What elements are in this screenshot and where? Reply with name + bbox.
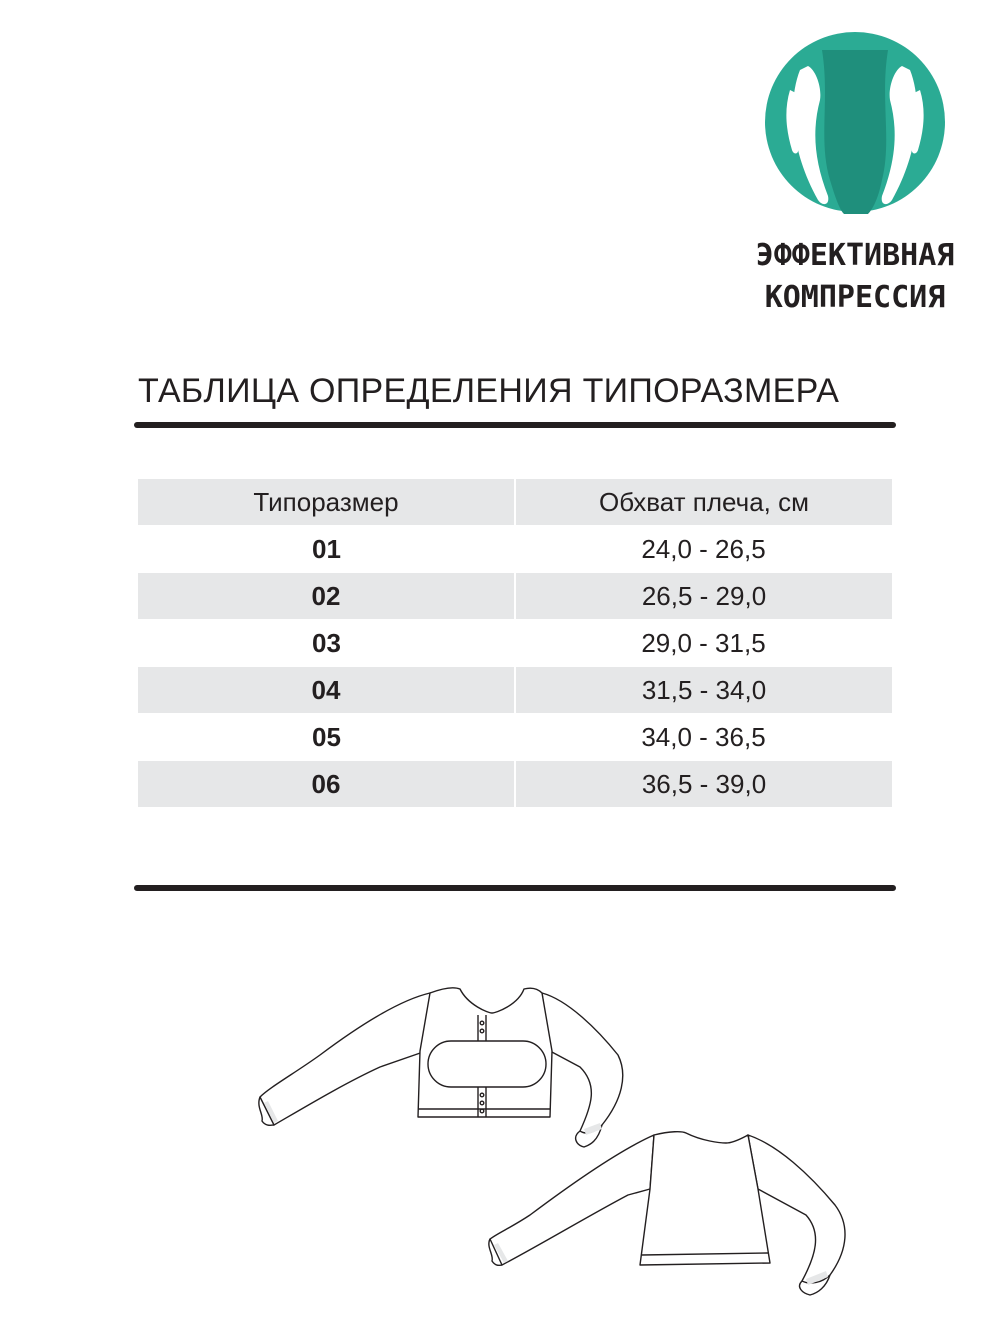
brand-logo bbox=[730, 30, 980, 320]
garment-illustration bbox=[250, 975, 880, 1305]
range-cell: 24,0 - 26,5 bbox=[641, 533, 766, 564]
size-cell: 06 bbox=[138, 761, 514, 807]
logo-line-1: ЭФФЕКТИВНАЯ bbox=[755, 238, 955, 273]
table-header-row bbox=[138, 479, 892, 525]
table-row bbox=[138, 667, 892, 713]
range-cell: 29,0 - 31,5 bbox=[641, 627, 766, 658]
size-cell: 04 bbox=[138, 667, 514, 713]
size-table bbox=[138, 479, 892, 808]
logo-wordmark bbox=[730, 235, 980, 319]
size-cell: 02 bbox=[138, 573, 514, 619]
size-cell: 05 bbox=[312, 721, 341, 752]
range-cell: 36,5 - 39,0 bbox=[516, 761, 892, 807]
range-cell: 31,5 - 34,0 bbox=[516, 667, 892, 713]
hands-torso-icon bbox=[760, 30, 950, 220]
divider-top bbox=[134, 422, 896, 428]
table-row bbox=[138, 714, 892, 760]
divider-bottom bbox=[134, 885, 896, 891]
table-row bbox=[138, 620, 892, 666]
size-cell: 03 bbox=[312, 627, 341, 658]
garment-front-icon bbox=[259, 988, 623, 1147]
logo-line-2: КОМПРЕССИЯ bbox=[764, 280, 946, 315]
table-row bbox=[138, 761, 892, 807]
range-cell: 34,0 - 36,5 bbox=[641, 721, 766, 752]
page-title: ТАБЛИЦА ОПРЕДЕЛЕНИЯ ТИПОРАЗМЕРА bbox=[138, 372, 840, 410]
table-row bbox=[138, 526, 892, 572]
range-cell: 26,5 - 29,0 bbox=[516, 573, 892, 619]
table-row bbox=[138, 573, 892, 619]
column-header-size: Типоразмер bbox=[138, 479, 514, 525]
garment-back-icon bbox=[489, 1132, 845, 1295]
column-header-shoulder-girth: Обхват плеча, см bbox=[516, 479, 892, 525]
size-cell: 01 bbox=[312, 533, 341, 564]
